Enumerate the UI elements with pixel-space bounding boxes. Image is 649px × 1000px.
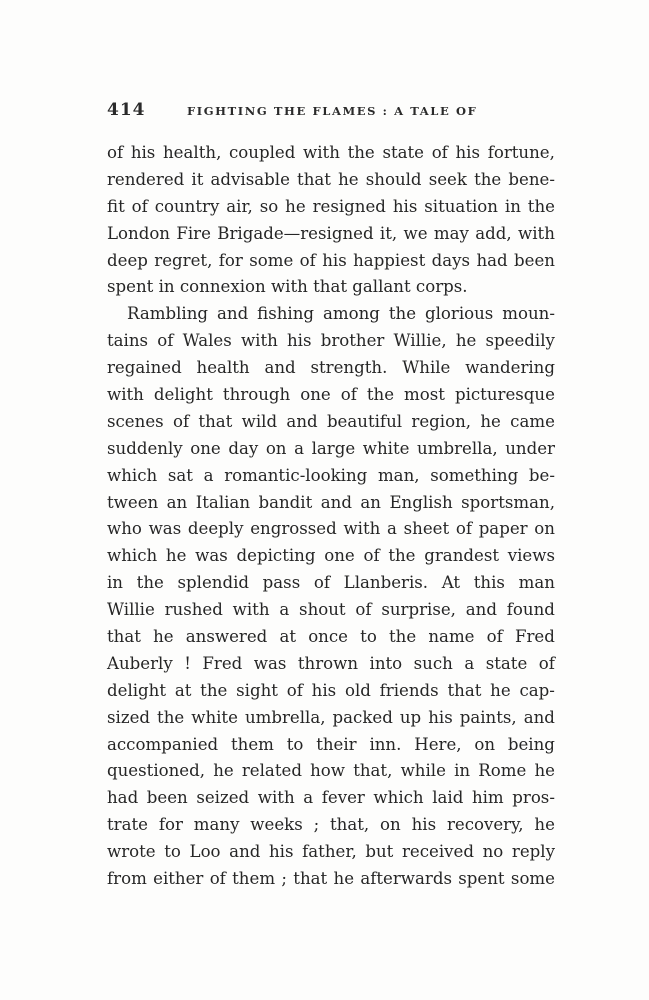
text-line: which he was depicting one of the grandest views (107, 546, 555, 566)
text-line: of his health, coupled with the state of his fortune, (107, 143, 555, 162)
text-line: Willie rushed with a shout of surprise, and found (107, 600, 555, 620)
text-line: accompanied them to their inn. Here, on being (107, 734, 555, 754)
page-number: 414 (107, 100, 146, 120)
text-line: deep regret, for some of his happiest days had been (107, 250, 555, 270)
text-line: tains of Wales with his brother Willie, he speedily (107, 331, 555, 351)
text-line: tween an Italian bandit and an English sportsman, (107, 492, 555, 512)
text-line: in the splendid pass of Llanberis. At this man (107, 573, 555, 593)
text-line: trate for many weeks ; that, on his recovery, he (107, 815, 555, 835)
text-line: which sat a romantic-looking man, something be- (107, 465, 555, 485)
text-line: with delight through one of the most picturesque (107, 385, 555, 405)
body-text (107, 140, 555, 893)
text-line: who was deeply engrossed with a sheet of paper on (107, 519, 555, 539)
text-line: had been seized with a fever which laid him pros- (107, 788, 555, 808)
text-line: wrote to Loo and his father, but received no reply (107, 842, 555, 862)
text-line: from either of them ; that he afterwards spent some (107, 869, 555, 889)
text-line: fit of country air, so he resigned his situation in the (107, 196, 555, 216)
running-head: FIGHTING THE FLAMES : A TALE OF (187, 104, 478, 118)
text-line: questioned, he related how that, while in Rome he (107, 761, 555, 781)
text-line: rendered it advisable that he should seek the bene- (107, 169, 555, 189)
text-line: suddenly one day on a large white umbrella, under (107, 438, 555, 458)
text-line: delight at the sight of his old friends that he cap- (107, 680, 555, 700)
text-line: Auberly ! Fred was thrown into such a state of (107, 653, 555, 673)
text-line: Rambling and fishing among the glorious moun- (127, 304, 555, 324)
text-line: spent in connexion with that gallant corps. (107, 277, 468, 297)
page-header (107, 100, 537, 126)
text-line: London Fire Brigade—resigned it, we may add, with (107, 223, 555, 243)
text-line: regained health and strength. While wandering (107, 358, 555, 378)
text-line: that he answered at once to the name of Fred (107, 627, 555, 647)
text-line: sized the white umbrella, packed up his paints, and (107, 707, 555, 727)
text-line: scenes of that wild and beautiful region, he came (107, 411, 555, 431)
